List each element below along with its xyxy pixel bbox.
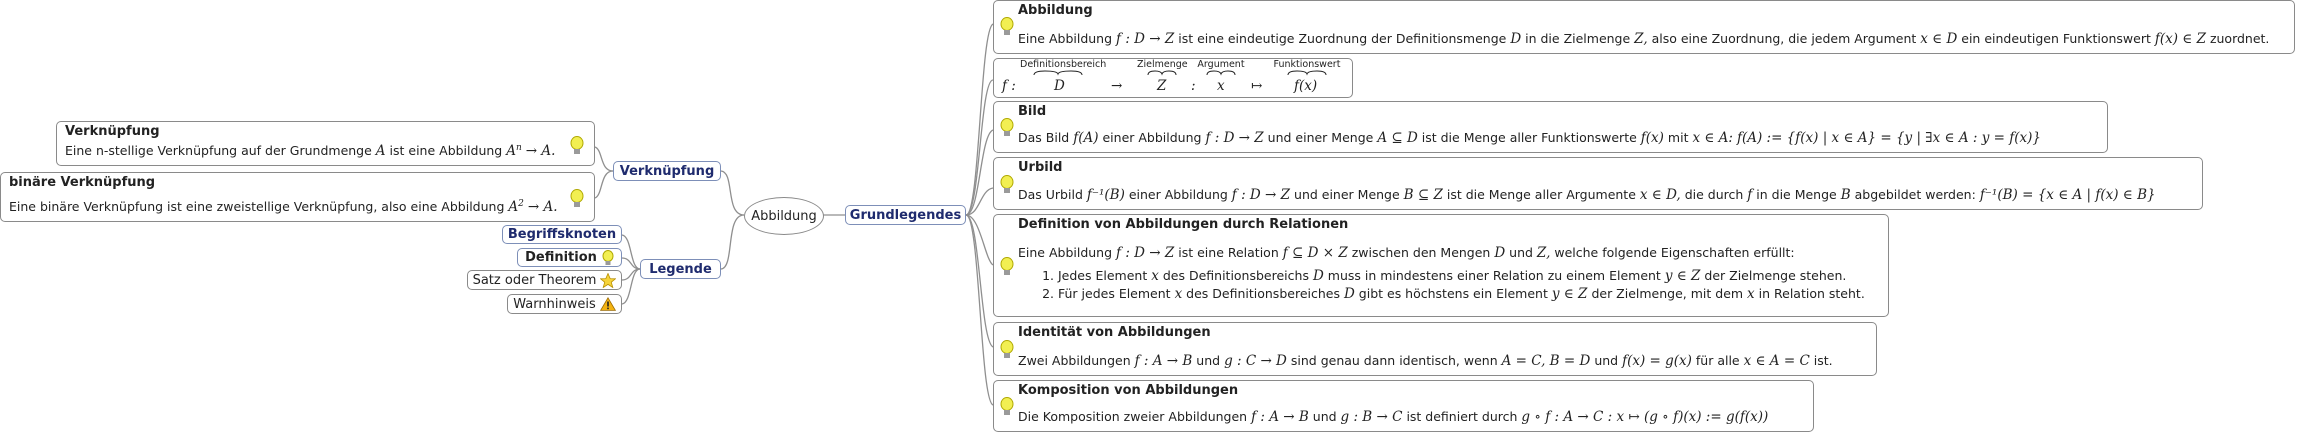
- schema-symbol: ↦: [1251, 78, 1263, 94]
- legend-label: Warnhinweis: [513, 296, 596, 312]
- schema-symbol: Z: [1157, 78, 1167, 94]
- lightbulb-icon: [1000, 397, 1016, 417]
- card-abbildung[interactable]: [993, 0, 2295, 54]
- legend-satz[interactable]: [467, 270, 622, 290]
- card-text: Das Bild f(A) einer Abbildung f : D → Z und einer Menge A ⊆ D ist die Menge aller Funktionswerte f(x) mit x ∈ A: f(A) := {f(x) | x ∈ A} = {y | ∃x ∈ A : y = f(x)}: [1018, 130, 2041, 146]
- card-title: Urbild: [1018, 160, 1063, 175]
- star-icon: [600, 273, 616, 288]
- branch-label: Grundlegendes: [849, 207, 962, 223]
- schema-symbol: x: [1217, 78, 1225, 94]
- lightbulb-icon: [1000, 175, 1016, 195]
- card-title: Verknüpfung: [65, 124, 160, 139]
- card-verknuepfung[interactable]: [56, 121, 595, 166]
- branch-verknuepfung[interactable]: [613, 161, 721, 181]
- brace-funktionswert: Funktionswert: [1264, 59, 1350, 76]
- schema-symbol: f(x): [1294, 78, 1318, 94]
- card-title: Abbildung: [1018, 3, 1093, 18]
- card-bild[interactable]: [993, 101, 2108, 153]
- card-text: Eine n-stellige Verknüpfung auf der Grundmenge A ist eine Abbildung $A^n \to A$.: [65, 142, 556, 159]
- brace-argument: Argument: [1196, 59, 1246, 76]
- card-schema[interactable]: [993, 58, 1353, 98]
- schema-prefix: f :: [1002, 78, 1016, 94]
- list-item: 1. Jedes Element x des Definitionsbereichs D muss in mindestens einer Relation zu einem Element y ∈ Z der Zielmenge stehen.: [1058, 267, 1865, 285]
- central-topic-abbildung[interactable]: [744, 197, 824, 235]
- card-title: Definition von Abbildungen durch Relationen: [1018, 217, 1349, 232]
- card-title: Bild: [1018, 104, 1047, 119]
- card-text: Das Urbild f⁻¹(B) einer Abbildung f : D → Z und einer Menge B ⊆ Z ist die Menge aller Argumente x ∈ D, die durch f in die Menge B abgebildet werden: f⁻¹(B) = {x ∈ A | f(x) ∈ B}: [1018, 187, 2156, 203]
- branch-legende[interactable]: [640, 259, 721, 279]
- lightbulb-icon: [1000, 257, 1016, 277]
- lightbulb-icon: [1000, 17, 1016, 37]
- schema-symbol: :: [1191, 78, 1196, 94]
- brace-zielmenge: Zielmenge: [1137, 59, 1187, 76]
- card-text: Die Komposition zweier Abbildungen f : A → B und g : B → C ist definiert durch g ∘ f : A → C : x ↦ (g ∘ f)(x) := g(f(x)): [1018, 409, 1769, 425]
- card-identitaet[interactable]: [993, 322, 1877, 376]
- central-topic-label: Abbildung: [751, 208, 817, 224]
- list-item: 2. Für jedes Element x des Definitionsbereiches D gibt es höchstens ein Element y ∈ Z der Zielmenge, mit dem x in Relation steht.: [1058, 285, 1865, 303]
- card-text: Eine Abbildung f : D → Z ist eine Relation f ⊆ D × Z zwischen den Mengen D und Z, welche folgende Eigenschaften erfüllt: 1. Jedes Element x des Definitionsbereichs D muss in mindestens einer Relation zu einem Element y ∈ Z der Zielmenge stehen. 2. Für jedes Element x des Definitionsbereiches D gibt es höchstens ein Element y ∈ Z der Zielmenge, mit dem x in Relation steht.: [1018, 245, 1865, 303]
- card-title: Identität von Abbildungen: [1018, 325, 1211, 340]
- lightbulb-icon: [1000, 340, 1016, 360]
- card-urbild[interactable]: [993, 157, 2203, 210]
- card-title: Komposition von Abbildungen: [1018, 383, 1239, 398]
- legend-warnhinweis[interactable]: [507, 294, 622, 314]
- lightbulb-icon: [570, 136, 586, 156]
- branch-grundlegendes[interactable]: [845, 205, 966, 225]
- card-text: Eine binäre Verknüpfung ist eine zweistellige Verknüpfung, also eine Abbildung $A^2 \to A$.: [9, 198, 558, 215]
- legend-definition[interactable]: [517, 248, 622, 267]
- brace-definitionsbereich: Definitionsbereich: [1020, 59, 1096, 76]
- legend-label: Definition: [525, 250, 597, 265]
- legend-begriffsknoten[interactable]: [502, 225, 622, 244]
- lightbulb-icon: [570, 189, 586, 209]
- branch-label: Legende: [649, 261, 712, 277]
- card-komposition[interactable]: [993, 380, 1814, 432]
- legend-label: Begriffsknoten: [507, 227, 617, 242]
- branch-label: Verknüpfung: [619, 163, 715, 179]
- card-text: Eine Abbildung f : D → Z ist eine eindeutige Zuordnung der Definitionsmenge D in die Zielmenge Z, also eine Zuordnung, die jedem Argument x ∈ D ein eindeutigen Funktionswert f(x) ∈ Z zuordnet.: [1018, 31, 2270, 47]
- legend-label: Satz oder Theorem: [472, 272, 597, 288]
- lightbulb-icon: [1000, 118, 1016, 138]
- schema-symbol: →: [1111, 78, 1123, 94]
- card-text: Zwei Abbildungen f : A → B und g : C → D sind genau dann identisch, wenn A = C, B = D und f(x) = g(x) für alle x ∈ A = C ist.: [1018, 353, 1833, 369]
- card-title: binäre Verknüpfung: [9, 175, 156, 190]
- lightbulb-icon: [602, 250, 614, 266]
- card-relationen[interactable]: [993, 214, 1889, 317]
- schema-symbol: D: [1054, 78, 1065, 94]
- card-binaere-verknuepfung[interactable]: [0, 172, 595, 222]
- warning-icon: [600, 297, 616, 311]
